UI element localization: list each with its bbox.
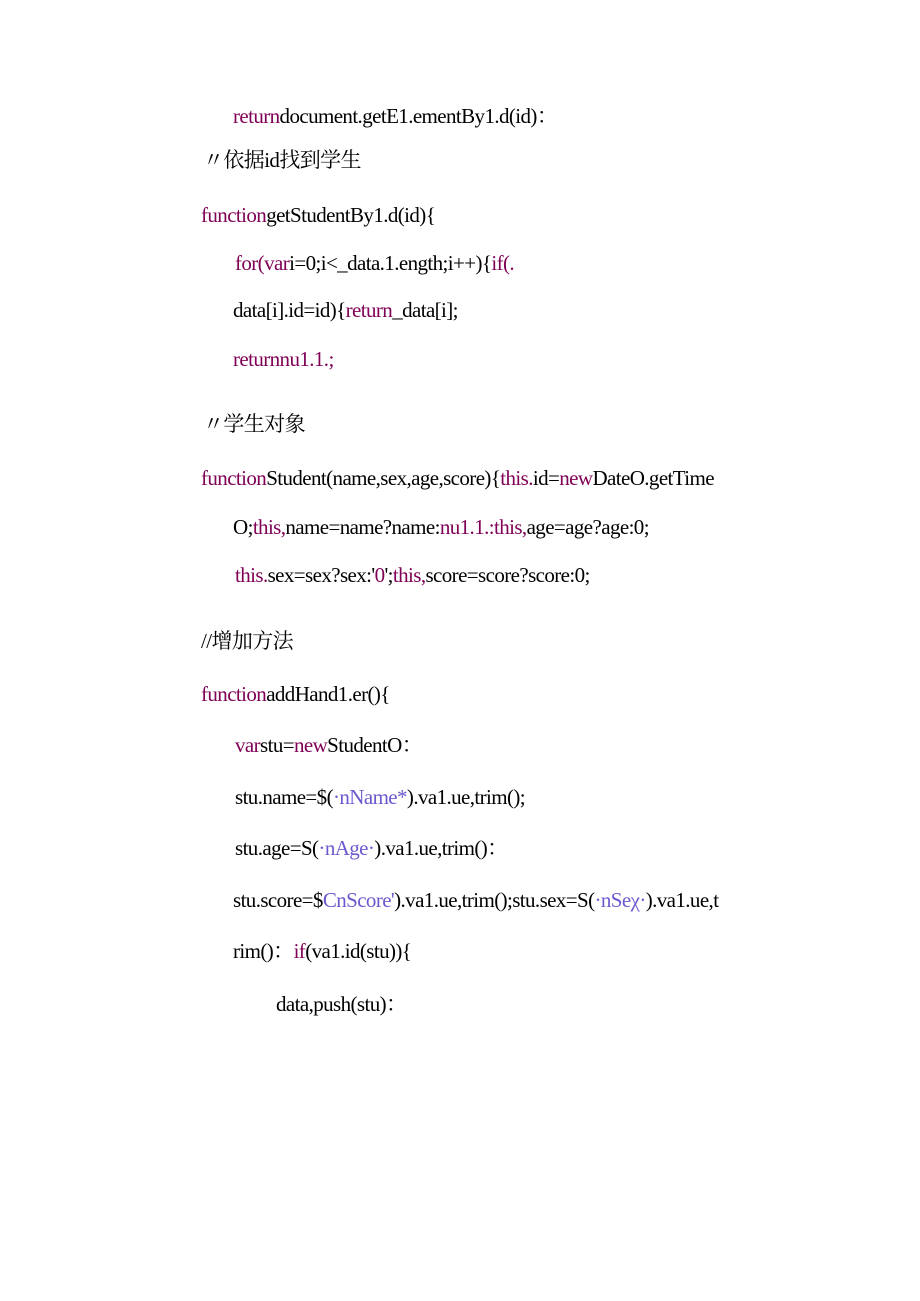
code-token: addHand1.er(){ [266, 682, 390, 706]
code-token: 〃依据id找到学生 [203, 148, 361, 172]
code-token: data,push(stu)： [276, 992, 407, 1016]
code-token: return [233, 347, 280, 371]
code-line-16 [233, 888, 718, 912]
code-line-18 [276, 992, 406, 1016]
code-token: if(. [491, 251, 515, 275]
code-token: ).va1.ue,trim();stu.sex=S( [394, 888, 595, 912]
code-token: if [293, 939, 306, 963]
code-token: i=0;i<_data.1.ength;i++){ [289, 251, 492, 275]
code-token: sex=sex?sex:' [267, 563, 375, 587]
code-line-8 [201, 466, 714, 490]
code-token: return [345, 298, 393, 322]
code-token: ·nSeχ· [594, 888, 646, 912]
code-token: document.getE1.ementBy1.d(id)： [279, 104, 558, 128]
code-token: ·nAge· [318, 836, 375, 860]
code-token: return [233, 104, 280, 128]
code-token: score=score?score:0; [425, 563, 590, 587]
code-token: CnScore' [322, 888, 395, 912]
code-token: this. [235, 563, 268, 587]
code-token: ).va1.ue,t [645, 888, 719, 912]
code-token: (va1.id(stu)){ [305, 939, 412, 963]
code-line-14 [235, 785, 525, 809]
code-token: new [293, 733, 328, 757]
code-token: Student(name,sex,age,score){ [266, 466, 501, 490]
code-token: 〃学生对象 [203, 412, 305, 436]
code-token: function [201, 203, 267, 227]
code-line-15 [235, 836, 508, 860]
code-token: stu.score=$ [233, 888, 323, 912]
code-line-1 [233, 104, 557, 128]
code-line-10 [235, 563, 590, 587]
code-token: data[i].id=id){ [233, 298, 346, 322]
code-token: stu.age=S( [235, 836, 319, 860]
code-line-12 [201, 682, 390, 706]
code-line-5 [233, 298, 458, 322]
code-token: function [201, 682, 267, 706]
code-token: ).va1.ue,trim()： [374, 836, 508, 860]
code-line-2 [203, 148, 361, 172]
code-token: DateO.getTime [592, 466, 714, 490]
code-token: ·nName* [332, 785, 407, 809]
code-token: stu= [260, 733, 294, 757]
code-token: id= [532, 466, 560, 490]
code-token: new [559, 466, 593, 490]
code-line-11 [201, 629, 293, 653]
code-token: _data[i]; [392, 298, 458, 322]
code-token: name=name?name: [285, 515, 440, 539]
code-line-4 [235, 251, 514, 275]
code-token: //增加方法 [201, 629, 294, 653]
code-token: rim()： [233, 939, 294, 963]
code-token: var [235, 733, 261, 757]
code-token: '; [384, 563, 393, 587]
code-token: age=age?age:0; [526, 515, 649, 539]
code-token: getStudentBy1.d(id){ [266, 203, 436, 227]
code-token: stu.name=$( [235, 785, 333, 809]
code-token: nu1.1.; [279, 347, 334, 371]
code-token: for(var [235, 251, 290, 275]
code-line-9 [233, 515, 649, 539]
code-token: ).va1.ue,trim(); [406, 785, 526, 809]
code-token: 0 [374, 563, 385, 587]
code-token: O; [233, 515, 253, 539]
code-token: this. [500, 466, 533, 490]
code-token: this, [392, 563, 426, 587]
code-line-7 [203, 412, 305, 436]
code-line-13 [235, 733, 422, 757]
code-line-6 [233, 347, 334, 371]
code-line-17 [233, 939, 411, 963]
code-token: StudentO： [327, 733, 423, 757]
code-token: function [201, 466, 267, 490]
code-line-3 [201, 203, 435, 227]
code-token: this, [252, 515, 286, 539]
code-token: nu1.1.:this, [439, 515, 527, 539]
